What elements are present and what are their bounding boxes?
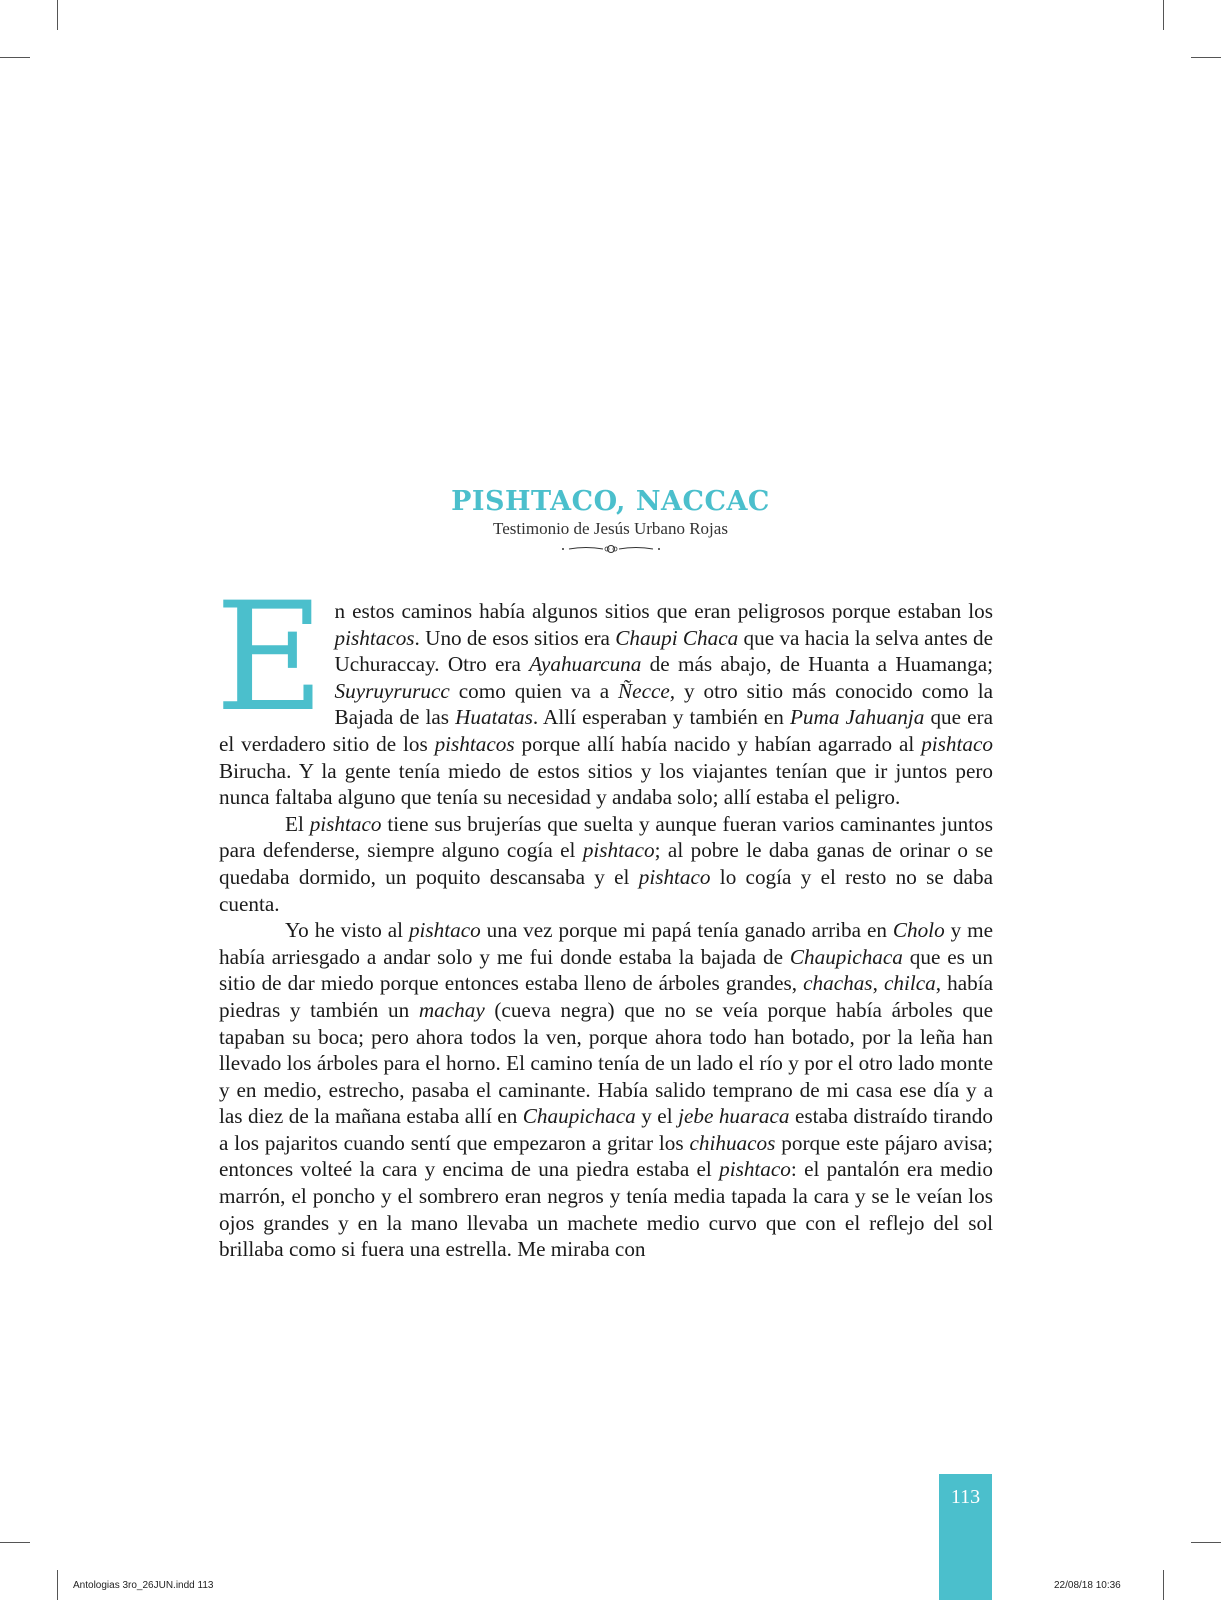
slug-date-time: 22/08/18 10:36 (1054, 1580, 1121, 1591)
text-run: (cueva negra) que no se veía porque había árboles que tapaban su boca; pero ahora todos la ven, porque ahora todo han botado, por la leña han llevado los árboles para el horno. El camino tenía de un lado el río y por el otro lado monte y en medio, estrecho, pasaba el caminante. Había salido temprano de mi casa ese día y a las diez de la mañana estaba allí en (219, 997, 993, 1129)
text-run: estaba distraído tirando a los pajaritos cuando sentí que empezaron a gritar los (219, 1104, 993, 1155)
italic-term: Chaupi Chaca (615, 625, 739, 650)
text-run: Birucha. Y la gente tenía miedo de estos sitios y los viajantes tenían que ir juntos pero nunca faltaba alguno que tenía su necesidad y andaba solo; allí estaba el peligro. (219, 758, 993, 810)
paragraph (219, 811, 993, 917)
italic-term: pishtacos (334, 625, 415, 650)
italic-term: pishtacos (434, 731, 515, 756)
ornament-divider-icon (561, 544, 661, 554)
title-block (0, 486, 1221, 554)
text-run: . Uno de esos sitios era (414, 625, 616, 650)
italic-term: pishtaco (638, 864, 711, 889)
page-title: PISHTACO, NACCAC (451, 486, 770, 517)
text-run: lo cogía y el resto no se daba cuenta. (219, 864, 993, 916)
drop-cap: E (215, 571, 325, 745)
text-run: , había piedras y también un (219, 971, 994, 1022)
italic-term: chihuacos (689, 1130, 776, 1155)
italic-term: pishtaco (719, 1157, 791, 1182)
text-run: como quien va a (449, 678, 619, 703)
italic-term: Suyruyrurucc (334, 678, 450, 703)
crop-mark-bottom-left (57, 1570, 58, 1600)
italic-term: jebe huaraca (678, 1104, 790, 1129)
text-run: y el (635, 1104, 679, 1129)
text-run: ; al pobre le daba ganas de orinar o se quedaba dormido, un poquito descansaba y el (219, 838, 993, 889)
text-run: y me había arriesgado a andar solo y me fui donde estaba la bajada de (219, 918, 993, 969)
crop-mark-bottom-right (1163, 1570, 1164, 1600)
text-run: . Allí esperaban y también en (532, 705, 790, 730)
text-run: porque allí había nacido y habían agarrado al (514, 731, 922, 756)
page-number-tab (939, 1474, 992, 1600)
crop-mark-top-left (57, 0, 58, 30)
italic-term: pishtaco (408, 918, 481, 943)
italic-term: pishtaco (921, 731, 993, 756)
italic-term: Chaupichaca (522, 1104, 636, 1129)
text-run: que va hacia la selva antes de Uchuraccay. Otro era (334, 625, 993, 677)
text-run: y otro sitio más conocido como la Bajada de las (334, 678, 993, 730)
page-subtitle: Testimonio de Jesús Urbano Rojas (493, 519, 728, 538)
italic-term: Puma Jahuanja (789, 705, 925, 730)
italic-term: Huatatas (455, 705, 533, 730)
slug-file-name: Antologias 3ro_26JUN.indd 113 (73, 1580, 214, 1591)
crop-mark-left-top (0, 57, 30, 58)
text-run: n estos caminos había algunos sitios que eran peligrosos porque estaban los (334, 599, 993, 623)
paragraph (215, 571, 993, 811)
crop-mark-right-top (1191, 57, 1221, 58)
italic-term: pishtaco (582, 838, 655, 863)
page-number: 113 (950, 1486, 981, 1508)
italic-term: machay (418, 997, 485, 1022)
text-run: : el pantalón era medio marrón, el poncho y el sombrero eran negros y tenía media tapada la cara y se le veían los ojos grandes y en la mano llevaba un machete medio curvo que con el reflejo del sol brillaba como si fuera una estrella. Me miraba con (219, 1157, 993, 1262)
text-run: tiene sus brujerías que suelta y aunque fueran varios caminantes juntos para defenderse, siempre alguno cogía el (219, 811, 993, 863)
italic-term: Ayahuarcuna (529, 652, 642, 677)
text-run: , (872, 971, 884, 996)
crop-mark-right-bottom (1191, 1542, 1221, 1543)
text-run: porque este pájaro avisa; entonces volteé la cara y encima de una piedra estaba el (219, 1130, 993, 1182)
text-run: de más abajo, de Huanta a Huamanga; (641, 652, 993, 677)
text-run: que es un sitio de dar miedo porque entonces estaba lleno de árboles grandes, (219, 944, 993, 996)
paragraph (219, 917, 993, 1263)
text-run: que era el verdadero sitio de los (219, 705, 993, 756)
italic-term: chachas (803, 971, 873, 996)
text-run: una vez porque mi papá tenía ganado arriba en (480, 918, 893, 943)
italic-term: Chaupichaca (789, 944, 903, 969)
text-run: Yo he visto al (285, 918, 409, 943)
body-text (215, 571, 994, 1263)
italic-term: pishtaco (309, 811, 382, 836)
crop-mark-top-right (1163, 0, 1164, 30)
crop-mark-left-bottom (0, 1542, 30, 1543)
italic-term: Ñecce, (618, 678, 676, 703)
italic-term: chilca (883, 971, 936, 996)
italic-term: Cholo (892, 918, 945, 943)
text-run: El (285, 811, 310, 836)
